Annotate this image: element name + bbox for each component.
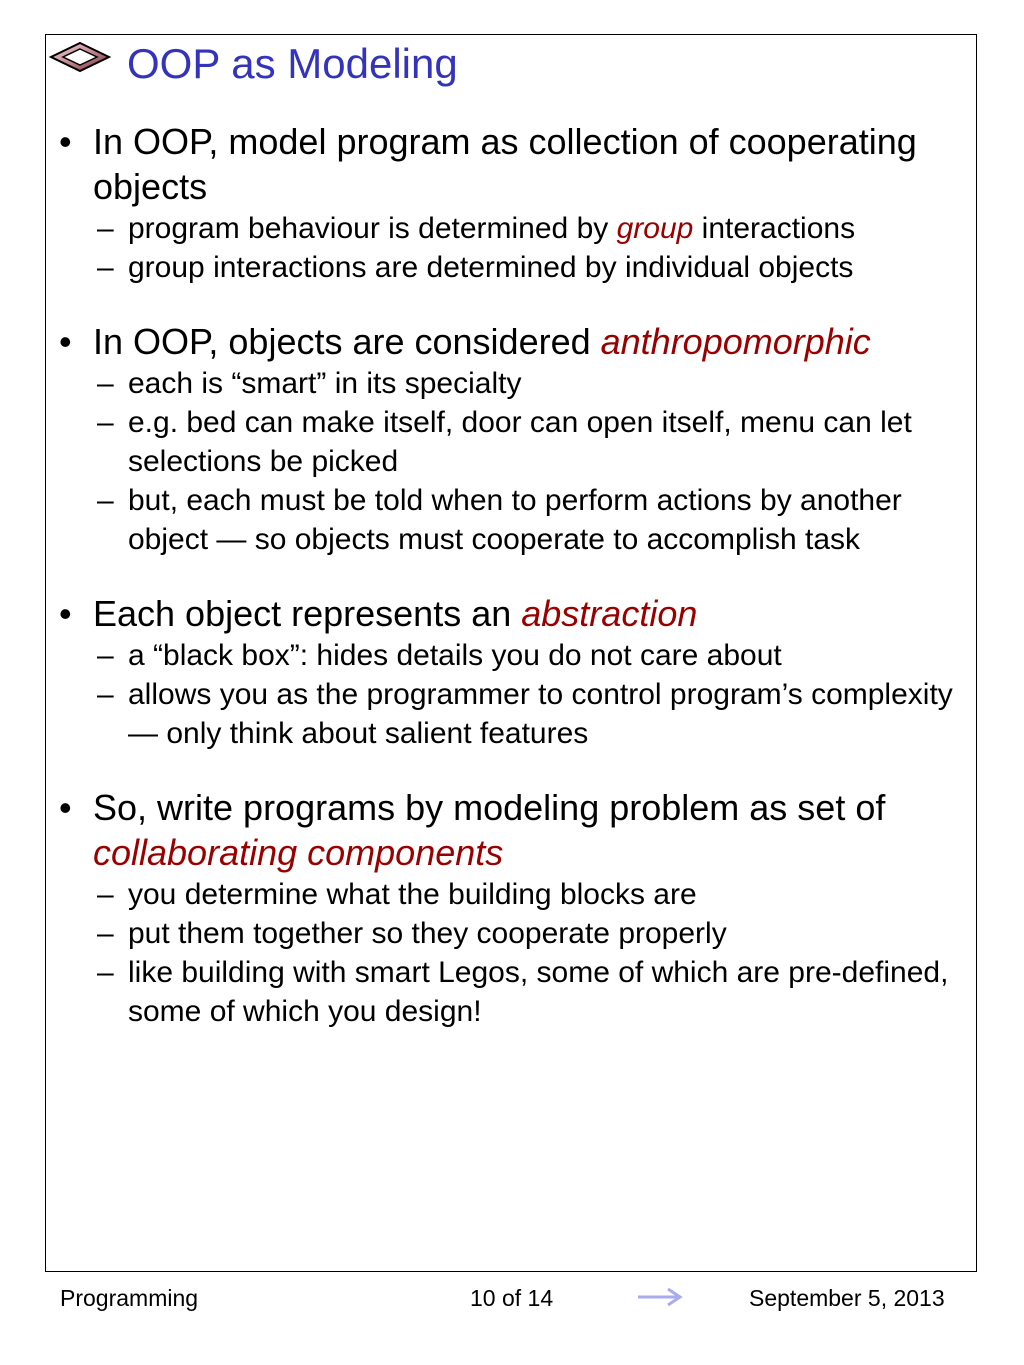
sub-item-text: allows you as the programmer to control program’s complexity — only think about salient features bbox=[128, 678, 953, 750]
bullet-dot-icon: • bbox=[59, 121, 72, 162]
sub-list bbox=[57, 364, 957, 559]
bullet-item bbox=[57, 319, 957, 364]
bullet-dot-icon: • bbox=[59, 593, 72, 634]
bullet-item bbox=[57, 591, 957, 636]
emphasized-text: group bbox=[616, 212, 694, 245]
sub-item-text: but, each must be told when to perform actions by another object — so objects must cooperate to accomplish task bbox=[128, 484, 902, 556]
bullet-text: Each object represents an bbox=[93, 593, 522, 634]
sub-item bbox=[57, 481, 957, 559]
sub-item bbox=[57, 248, 957, 287]
dash-icon: – bbox=[97, 956, 114, 989]
slide-title: OOP as Modeling bbox=[127, 40, 458, 87]
dash-icon: – bbox=[97, 212, 114, 245]
bullet-text: In OOP, model program as collection of cooperating objects bbox=[93, 121, 917, 207]
bullet-item bbox=[57, 785, 957, 875]
bullet-text: So, write programs by modeling problem as set of bbox=[93, 787, 886, 828]
sub-item bbox=[57, 914, 957, 953]
sub-item-text: you determine what the building blocks are bbox=[128, 878, 697, 911]
sub-item-text: each is “smart” in its specialty bbox=[128, 367, 522, 400]
bullet-group bbox=[57, 785, 957, 1031]
bullet-group bbox=[57, 119, 957, 287]
sub-item-text: group interactions are determined by individual objects bbox=[128, 251, 854, 284]
dash-icon: – bbox=[97, 484, 114, 517]
dash-icon: – bbox=[97, 678, 114, 711]
sub-list bbox=[57, 636, 957, 753]
footer-course: Programming bbox=[60, 1285, 199, 1311]
sub-item bbox=[57, 364, 957, 403]
emphasized-text: collaborating components bbox=[93, 832, 504, 873]
sub-item-text: interactions bbox=[693, 212, 856, 245]
sub-item bbox=[57, 403, 957, 481]
bullet-dot-icon: • bbox=[59, 787, 72, 828]
sub-item bbox=[57, 875, 957, 914]
bullet-group bbox=[57, 591, 957, 753]
dash-icon: – bbox=[97, 878, 114, 911]
dash-icon: – bbox=[97, 639, 114, 672]
bullet-group bbox=[57, 319, 957, 559]
bullet-text: In OOP, objects are considered bbox=[93, 321, 601, 362]
sub-list bbox=[57, 209, 957, 287]
footer-date: September 5, 2013 bbox=[749, 1285, 945, 1311]
emphasized-text: abstraction bbox=[521, 593, 698, 634]
dash-icon: – bbox=[97, 406, 114, 439]
diamond-icon bbox=[48, 40, 112, 74]
sub-item-text: e.g. bed can make itself, door can open itself, menu can let selections be picked bbox=[128, 406, 912, 478]
bullet-dot-icon: • bbox=[59, 321, 72, 362]
dash-icon: – bbox=[97, 251, 114, 284]
dash-icon: – bbox=[97, 367, 114, 400]
sub-item bbox=[57, 953, 957, 1031]
dash-icon: – bbox=[97, 917, 114, 950]
sub-list bbox=[57, 875, 957, 1031]
sub-item bbox=[57, 209, 957, 248]
sub-item-text: put them together so they cooperate properly bbox=[128, 917, 727, 950]
sub-item bbox=[57, 675, 957, 753]
sub-item-text: program behaviour is determined by bbox=[128, 212, 617, 245]
emphasized-text: anthropomorphic bbox=[600, 321, 871, 362]
sub-item-text: like building with smart Legos, some of which are pre-defined, some of which you design! bbox=[128, 956, 949, 1028]
footer-page-number: 10 of 14 bbox=[470, 1285, 554, 1311]
right-arrow-icon[interactable] bbox=[636, 1285, 684, 1309]
sub-item-text: a “black box”: hides details you do not care about bbox=[128, 639, 782, 672]
slide-content bbox=[57, 119, 957, 1063]
sub-item bbox=[57, 636, 957, 675]
bullet-item bbox=[57, 119, 957, 209]
